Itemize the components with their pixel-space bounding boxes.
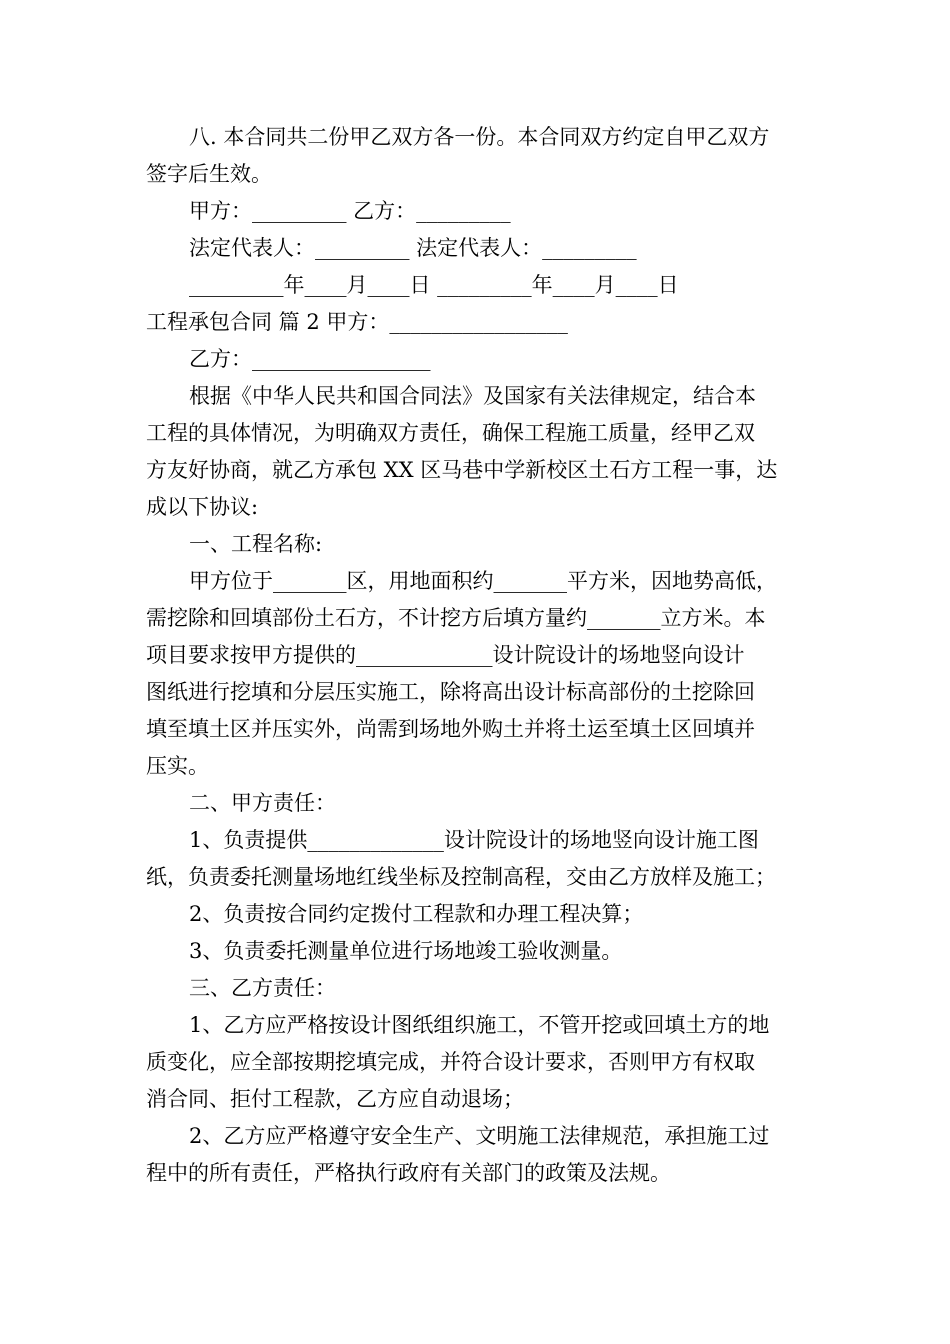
text-line: 甲方：_________ 乙方：_________ — [189, 199, 511, 223]
text-line: 2、负责按合同约定拨付工程款和办理工程决算； — [189, 902, 644, 926]
text-line: 签字后生效。 — [146, 162, 272, 186]
text-line: 填至填土区并压实外，尚需到场地外购土并将土运至填土区回填并 — [146, 717, 755, 741]
text-line: 纸，负责委托测量场地红线坐标及控制高程，交由乙方放样及施工； — [146, 865, 776, 889]
text-line: 八. 本合同共二份甲乙双方各一份。本合同双方约定自甲乙双方 — [189, 125, 770, 149]
text-line: _________年____月____日 _________年____月____日 — [189, 273, 679, 297]
section-heading: 一、工程名称: — [189, 532, 323, 556]
text-line: 工程的具体情况，为明确双方责任，确保工程施工质量，经甲乙双 — [146, 421, 755, 445]
text-line: 质变化，应全部按期挖填完成，并符合设计要求，否则甲方有权取 — [146, 1050, 755, 1074]
text-line: 根据《中华人民共和国合同法》及国家有关法律规定，结合本 — [189, 384, 756, 408]
text-line: 2、乙方应严格遵守安全生产、文明施工法律规范，承担施工过 — [189, 1124, 770, 1148]
section-heading: 二、甲方责任： — [189, 791, 336, 815]
text-line: 甲方位于_______区，用地面积约_______平方米，因地势高低， — [189, 569, 777, 593]
text-line: 1、负责提供_____________设计院设计的场地竖向设计施工图 — [189, 828, 759, 852]
text-line: 消合同、拒付工程款，乙方应自动退场； — [146, 1087, 524, 1111]
text-line: 图纸进行挖填和分层压实施工，除将高出设计标高部份的土挖除回 — [146, 680, 755, 704]
section-heading: 三、乙方责任： — [189, 976, 336, 1000]
text-line: 成以下协议: — [146, 495, 259, 519]
text-line: 3、负责委托测量单位进行场地竣工验收测量。 — [189, 939, 623, 963]
text-line: 法定代表人：_________ 法定代表人：_________ — [189, 236, 637, 260]
section-heading: 工程承包合同 篇 2 甲方：_________________ — [146, 310, 568, 334]
text-line: 乙方：_________________ — [189, 347, 431, 371]
text-line: 压实。 — [146, 754, 209, 778]
text-line: 程中的所有责任，严格执行政府有关部门的政策及法规。 — [146, 1161, 671, 1185]
text-line: 需挖除和回填部份土石方，不计挖方后填方量约_______立方米。本 — [146, 606, 766, 630]
text-line: 1、乙方应严格按设计图纸组织施工，不管开挖或回填土方的地 — [189, 1013, 770, 1037]
text-line: 项目要求按甲方提供的_____________设计院设计的场地竖向设计 — [146, 643, 745, 667]
text-line: 方友好协商，就乙方承包 XX 区马巷中学新校区土石方工程一事，达 — [146, 458, 778, 482]
